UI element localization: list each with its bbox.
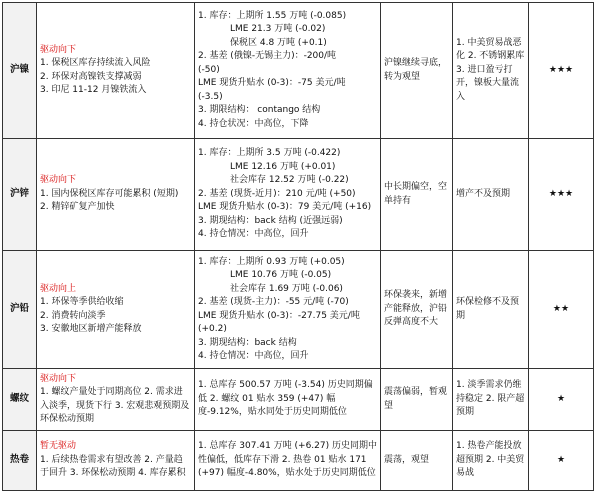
table-row: [3, 431, 594, 491]
data-line: 2. 基差 (现货-主力)：-55 元/吨 (-70): [198, 297, 349, 307]
rating-stars: ★★★: [529, 139, 594, 251]
risk-cell: 1. 热卷产能投放超预期 2. 中美贸易战: [453, 431, 529, 491]
risk-cell: 1. 淡季需求仍维持稳定 2. 限产超预期: [453, 369, 529, 431]
data-line: 3. 期限结构： contango 结构: [198, 105, 321, 116]
data-line: LME 现货升贴水 (0-3)：79 美元/吨 (+16): [198, 202, 372, 213]
data-line: LME 10.76 万吨 (-0.05): [230, 270, 332, 280]
drive-text: 1. 后续热卷需求有望改善 2. 产量趋于回升 3. 环保松动预期 4. 库存累积: [40, 454, 186, 479]
rating-stars: ★: [529, 369, 594, 431]
data-line: LME 12.16 万吨 (+0.01): [230, 161, 336, 172]
data-line: LME 现货升贴水 (0-3)：-27.75 美元/吨: [198, 310, 360, 321]
judgement-cell: 震荡偏弱，暂观望: [381, 369, 453, 431]
data-line: 3. 期现结构：back 结构 (近强远弱): [198, 215, 343, 226]
data-cell: 1. 总库存 307.41 万吨 (+6.27) 历史同期中性偏低，低库存下滑 2. 热卷 01 贴水 171 (+97) 幅度-4.80%，贴水处于历史同期低位: [195, 431, 381, 491]
commodity-name: 热卷: [3, 431, 37, 491]
data-line: 保税区 4.8 万吨 (+0.1): [230, 37, 327, 48]
commodity-name: 螺纹: [3, 369, 37, 431]
data-line: (-3.5): [198, 91, 223, 102]
judgement-cell: 沪镍继续寻底，转为观望: [381, 3, 453, 139]
data-line: 2. 基差 (现货-近月)：210 元/吨 (+50): [198, 188, 356, 199]
strategy-table: [2, 2, 594, 491]
commodity-name: 沪铅: [3, 251, 37, 369]
commodity-name: 沪镍: [3, 3, 37, 139]
data-line: 2. 基差 (俄镍-无锡主力)：-200/吨: [198, 51, 337, 62]
drive-line: 1. 国内保税区库存可能累积 (短期): [40, 188, 179, 199]
data-line: 3. 期现结构：back 结构: [198, 337, 297, 348]
drive-title: 暂无驱动: [40, 441, 77, 452]
drive-cell: [37, 3, 195, 139]
judgement-cell: 震荡，观望: [381, 431, 453, 491]
drive-cell: [37, 431, 195, 491]
table-row: [3, 369, 594, 431]
data-line: (+0.2): [198, 324, 227, 334]
data-line: 社会库存 12.52 万吨 (-0.22): [230, 175, 349, 186]
drive-cell: [37, 369, 195, 431]
data-line: 1. 库存：上期所 0.93 万吨 (+0.05): [198, 256, 345, 267]
data-line: 1. 库存：上期所 3.5 万吨 (-0.422): [198, 148, 341, 159]
data-cell: 1. 总库存 500.57 万吨 (-3.54) 历史同期偏低 2. 螺纹 01 贴水 359 (+47) 幅度-9.12%，贴水同处于历史同期低位: [195, 369, 381, 431]
drive-text: 1. 螺纹产量处于同期高位 2. 需求进入淡季，现货下行 3. 宏观悲观预期及环保松动预期: [40, 387, 190, 424]
table-row: [3, 251, 594, 369]
data-cell: [195, 251, 381, 369]
risk-cell: 增产不及预期: [453, 139, 529, 251]
drive-cell: [37, 251, 195, 369]
drive-title: 驱动向下: [40, 175, 77, 186]
drive-title: 驱动向上: [40, 283, 77, 294]
risk-cell: 1. 中美贸易战恶化 2. 不锈钢累库 3. 进口盈亏打开，镍板大量流入: [453, 3, 529, 139]
rating-stars: ★: [529, 431, 594, 491]
drive-line: 1. 保税区库存持续流入风险: [40, 58, 151, 68]
data-line: 4. 持仓状况：中高位，下降: [198, 118, 309, 129]
data-line: LME 21.3 万吨 (-0.02): [230, 24, 326, 35]
data-cell: [195, 3, 381, 139]
drive-cell: [37, 139, 195, 251]
data-line: 4. 持仓情况：中高位，回升: [198, 351, 309, 361]
drive-line: 1. 环保等季供给收缩: [40, 297, 124, 307]
commodity-name: 沪锌: [3, 139, 37, 251]
data-line: 4. 持仓情况：中高位，回升: [198, 229, 309, 240]
drive-line: 2. 精锌矿复产加快: [40, 202, 115, 213]
drive-line: 2. 消费转向淡季: [40, 310, 106, 321]
drive-line: 3. 安徽地区新增产能释放: [40, 324, 142, 334]
risk-cell: 环保检修不及预期: [453, 251, 529, 369]
drive-title: 驱动向下: [40, 44, 77, 55]
rating-stars: ★★: [529, 251, 594, 369]
drive-title: 驱动向下: [40, 373, 77, 384]
data-line: LME 现货升贴水 (0-3)：-75 美元/吨: [198, 78, 346, 89]
rating-stars: ★★★: [529, 3, 594, 139]
judgement-cell: 中长期偏空，空单持有: [381, 139, 453, 251]
data-line: 1. 库存：上期所 1.55 万吨 (-0.085): [198, 10, 347, 21]
drive-line: 2. 环保对高镍铁支撑减弱: [40, 71, 142, 82]
table-row: [3, 3, 594, 139]
data-line: 社会库存 1.69 万吨 (-0.06): [230, 283, 343, 294]
data-cell: [195, 139, 381, 251]
judgement-cell: 环保袭来，新增产能释放，沪铅反弹高度不大: [381, 251, 453, 369]
table-row: [3, 139, 594, 251]
data-line: (-50): [198, 64, 220, 75]
drive-line: 3. 印尼 11-12 月镍铁流入: [40, 85, 147, 95]
